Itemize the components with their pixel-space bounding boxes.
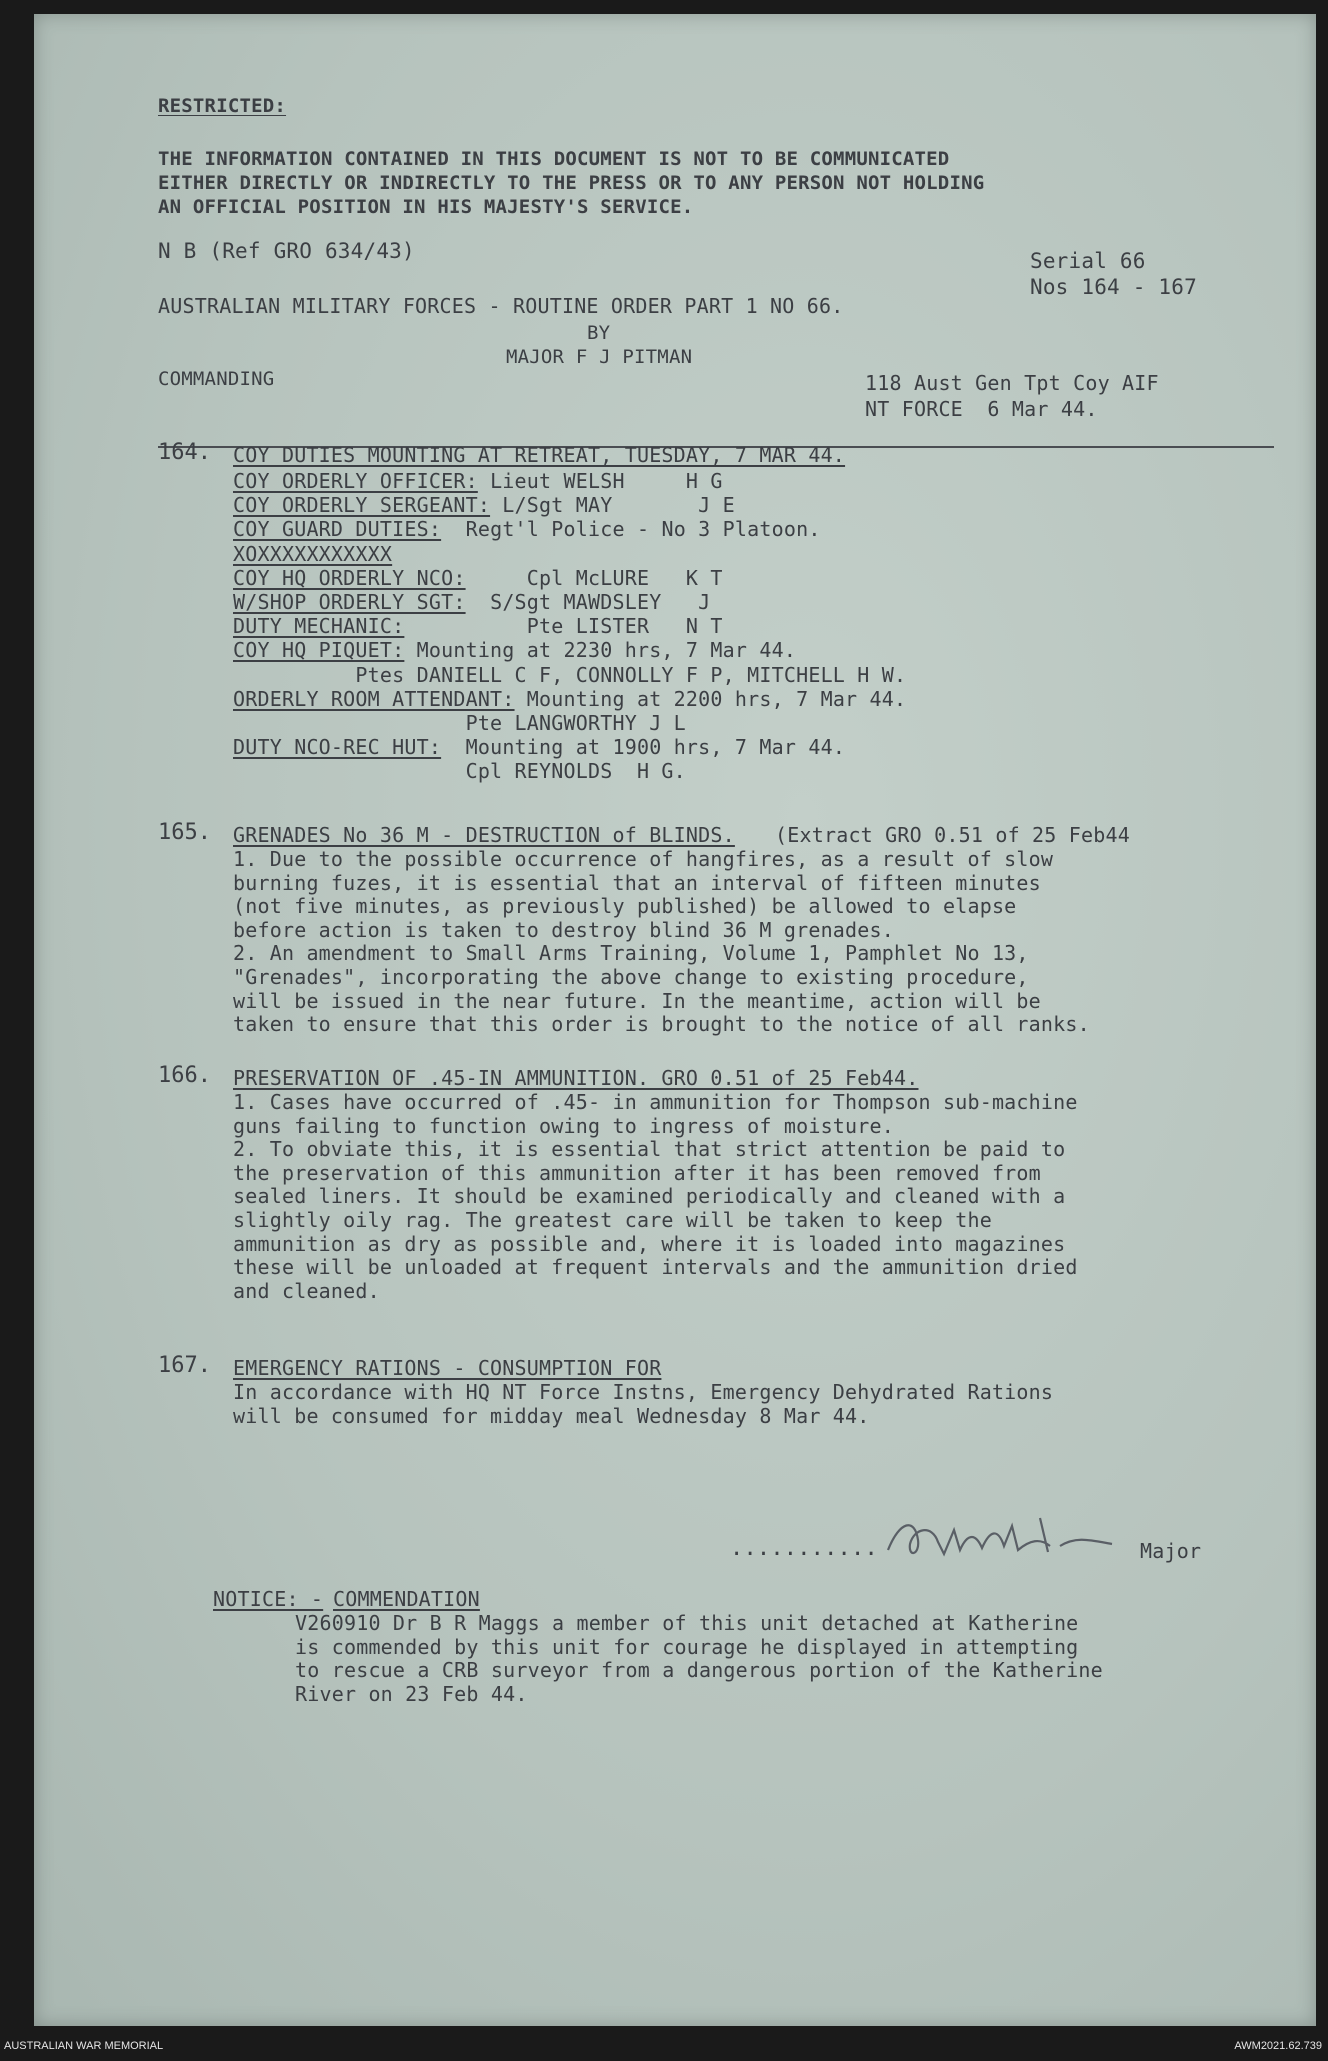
nb-reference: N B (Ref GRO 634/43) — [158, 239, 415, 263]
duty-line — [233, 639, 796, 661]
order-title: AUSTRALIAN MILITARY FORCES - ROUTINE ORDER PART 1 NO 66. — [158, 294, 844, 318]
commanding-label: COMMANDING — [158, 368, 275, 390]
duty-label: COY ORDERLY SERGEANT: — [233, 493, 491, 518]
force-date: NT FORCE 6 Mar 44. — [865, 397, 1098, 421]
duty-value: S/Sgt MAWDSLEY J — [465, 590, 711, 614]
body-line: these will be unloaded at frequent intervals and the ammunition dried — [233, 1255, 1078, 1280]
body-line: "Grenades", incorporating the above change to existing procedure, — [233, 965, 1029, 989]
signature-rank: Major — [1140, 1539, 1202, 1563]
warning-line-3: AN OFFICIAL POSITION IN HIS MAJESTY'S SERVICE. — [158, 196, 694, 218]
signature-dots: ........... — [730, 1536, 878, 1561]
duty-label: W/SHOP ORDERLY SGT: — [233, 590, 466, 614]
duty-value: L/Sgt MAY J E — [490, 493, 735, 518]
duty-line — [233, 712, 686, 734]
body-line: sealed liners. It should be examined periodically and cleaned with a — [233, 1184, 1066, 1209]
duty-label: COY HQ PIQUET: — [233, 638, 405, 663]
duty-value: Ptes DANIELL C F, CONNOLLY F P, MITCHELL H W. — [233, 662, 907, 687]
duty-line — [233, 736, 845, 758]
body-line: is commended by this unit for courage he displayed in attempting — [295, 1634, 1079, 1659]
duty-line — [233, 470, 723, 492]
restricted-label: RESTRICTED: — [158, 95, 287, 117]
duty-label: COY HQ ORDERLY NCO: — [233, 565, 466, 590]
body-line: In accordance with HQ NT Force Instns, Emergency Dehydrated Rations — [233, 1380, 1054, 1404]
duty-value: Lieut WELSH H G — [477, 469, 723, 493]
body-line: taken to ensure that this order is brought to the notice of all ranks. — [233, 1012, 1090, 1037]
handwritten-signature — [880, 1510, 1150, 1570]
duty-line — [233, 760, 686, 782]
duty-line — [233, 688, 906, 710]
body-line: 2. An amendment to Small Arms Training, Volume 1, Pamphlet No 13, — [233, 941, 1029, 966]
section-164-number: 164. — [158, 440, 211, 465]
duty-value: Mounting at 1900 hrs, 7 Mar 44. — [441, 735, 846, 760]
by-label: BY — [587, 322, 611, 344]
section-167-number: 167. — [158, 1353, 211, 1378]
body-line: the preservation of this ammunition after it has been removed from — [233, 1160, 1041, 1185]
order-numbers: Nos 164 - 167 — [1030, 275, 1197, 299]
section-165-number: 165. — [158, 820, 211, 845]
body-line: (not five minutes, as previously published) be allowed to elapse — [233, 894, 1017, 919]
section-166-number: 166. — [158, 1063, 211, 1088]
section-165-reference: (Extract GRO 0.51 of 25 Feb44 — [775, 823, 1130, 847]
duty-value: Pte LISTER N T — [404, 614, 723, 639]
serial-number: Serial 66 — [1030, 249, 1146, 273]
body-line: and cleaned. — [233, 1278, 380, 1303]
duty-value: Mounting at 2200 hrs, 7 Mar 44. — [514, 686, 907, 711]
body-line: will be consumed for midday meal Wednesday 8 Mar 44. — [233, 1403, 870, 1428]
body-line: burning fuzes, it is essential that an interval of fifteen minutes — [233, 870, 1041, 895]
duty-line — [233, 615, 723, 637]
body-line: River on 23 Feb 44. — [295, 1681, 528, 1706]
body-line: ammunition as dry as possible and, where it is loaded into magazines — [233, 1231, 1066, 1256]
body-line: V260910 Dr B R Maggs a member of this unit detached at Katherine — [295, 1611, 1079, 1635]
body-line: to rescue a CRB surveyor from a dangerous portion of the Katherine — [295, 1658, 1103, 1683]
body-line: 1. Cases have occurred of .45- in ammunition for Thompson sub-machine — [233, 1090, 1078, 1114]
duty-line — [233, 664, 906, 686]
body-line: slightly oily rag. The greatest care will be taken to keep the — [233, 1208, 992, 1232]
footer-source: AUSTRALIAN WAR MEMORIAL — [4, 2040, 164, 2052]
major-name: MAJOR F J PITMAN — [506, 346, 693, 368]
duty-label: ORDERLY ROOM ATTENDANT: — [233, 686, 515, 711]
body-line: 1. Due to the possible occurrence of hangfires, as a result of slow — [233, 847, 1054, 871]
duty-line — [233, 543, 392, 565]
duty-value: Cpl REYNOLDS H G. — [233, 759, 686, 784]
duty-value: Pte LANGWORTHY J L — [233, 711, 686, 735]
section-166-title: PRESERVATION OF .45-IN AMMUNITION. GRO 0.51 of 25 Feb44. — [233, 1066, 919, 1090]
warning-line-2: EITHER DIRECTLY OR INDIRECTLY TO THE PRESS OR TO ANY PERSON NOT HOLDING — [158, 172, 985, 194]
duty-value: Cpl McLURE K T — [465, 565, 723, 590]
duty-label: XOXXXXXXXXXXX — [233, 541, 393, 566]
duty-value: Regt'l Police - No 3 Platoon. — [441, 517, 821, 542]
duty-label: COY GUARD DUTIES: — [233, 517, 442, 542]
body-line: will be issued in the near future. In the meantime, action will be — [233, 988, 1041, 1013]
body-line: before action is taken to destroy blind 36 M grenades. — [233, 917, 895, 942]
duty-value: Mounting at 2230 hrs, 7 Mar 44. — [404, 638, 797, 663]
section-165-title: GRENADES No 36 M - DESTRUCTION of BLINDS. — [233, 823, 735, 847]
duty-label: DUTY NCO-REC HUT: — [233, 735, 442, 760]
section-167-title: EMERGENCY RATIONS - CONSUMPTION FOR — [233, 1356, 662, 1380]
unit-name: 118 Aust Gen Tpt Coy AIF — [865, 371, 1159, 395]
duty-line — [233, 518, 821, 540]
duty-label: DUTY MECHANIC: — [233, 614, 405, 639]
notice-label: NOTICE: - — [213, 1587, 324, 1611]
duty-line — [233, 591, 710, 613]
duty-line — [233, 567, 723, 589]
warning-line-1: THE INFORMATION CONTAINED IN THIS DOCUMENT IS NOT TO BE COMMUNICATED — [158, 148, 950, 170]
notice-title: COMMENDATION — [333, 1587, 480, 1611]
duty-label: COY ORDERLY OFFICER: — [233, 469, 478, 493]
duty-line — [233, 494, 735, 516]
body-line: guns failing to function owing to ingress of moisture. — [233, 1113, 895, 1138]
body-line: 2. To obviate this, it is essential that strict attention be paid to — [233, 1137, 1066, 1162]
section-164-title: COY DUTIES MOUNTING AT RETREAT, TUESDAY, 7 MAR 44. — [233, 443, 846, 467]
footer-accession: AWM2021.62.739 — [1234, 2040, 1322, 2052]
